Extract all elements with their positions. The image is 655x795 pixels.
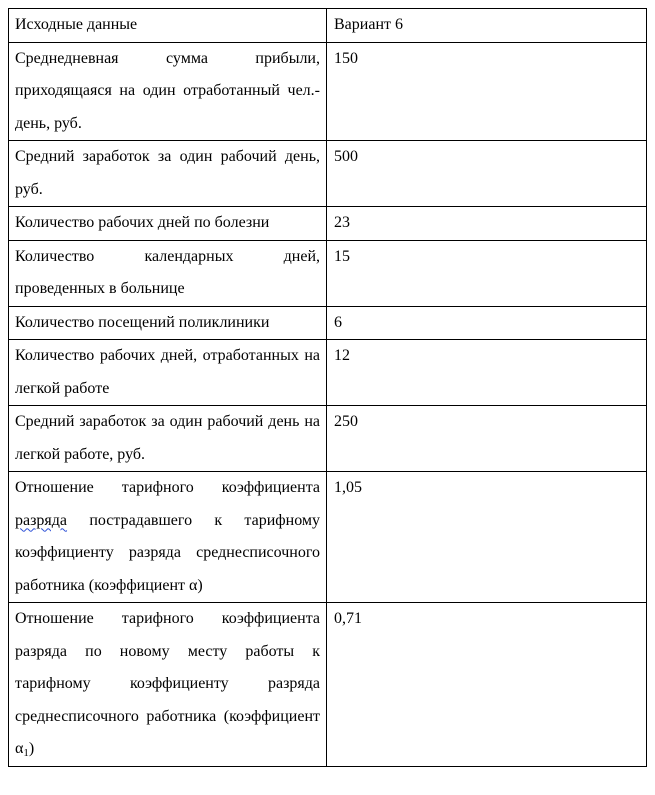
spellcheck-flagged-word: разряда	[15, 511, 68, 529]
value-cell: 23	[327, 207, 647, 241]
value-cell: 12	[327, 340, 647, 406]
param-cell: Количество календарных дней, проведенных в больнице	[9, 240, 327, 306]
value-cell: 6	[327, 306, 647, 340]
param-cell: Среднедневная сумма прибыли, приходящаяся на один отработанный чел.- день, руб.	[9, 42, 327, 141]
param-text-close: )	[28, 740, 35, 757]
param-text-main: Отношение тарифного коэффициента разряда по новому месту работы к тарифному коэффициенту разряда среднесписочного работника (коэффициент α	[15, 610, 320, 757]
table-row	[9, 306, 647, 340]
table-header-row	[9, 9, 647, 43]
table-row	[9, 603, 647, 767]
param-cell	[9, 472, 327, 603]
value-cell: 15	[327, 240, 647, 306]
param-cell: Количество рабочих дней, отработанных на легкой работе	[9, 340, 327, 406]
value-cell: 250	[327, 406, 647, 472]
param-cell: Количество посещений поликлиники	[9, 306, 327, 340]
header-param-cell: Исходные данные	[9, 9, 327, 43]
source-data-table	[8, 8, 647, 767]
param-text-suffix: пострадавшего к тарифному коэффициенту разряда среднесписочного работника (коэффициент α)	[15, 511, 321, 594]
value-cell: 150	[327, 42, 647, 141]
table-row	[9, 406, 647, 472]
param-cell: Средний заработок за один рабочий день, руб.	[9, 141, 327, 207]
table-row	[9, 240, 647, 306]
param-cell: Количество рабочих дней по болезни	[9, 207, 327, 241]
value-cell: 0,71	[327, 603, 647, 767]
param-cell	[9, 603, 327, 767]
table-row	[9, 340, 647, 406]
param-cell: Средний заработок за один рабочий день на легкой работе, руб.	[9, 406, 327, 472]
table-row	[9, 141, 647, 207]
table-row	[9, 207, 647, 241]
header-variant-cell: Вариант 6	[327, 9, 647, 43]
table-row	[9, 42, 647, 141]
param-text-prefix: Отношение тарифного коэффициента	[15, 479, 320, 496]
table-row	[9, 472, 647, 603]
alpha-subscript: 1	[23, 747, 29, 759]
value-cell: 500	[327, 141, 647, 207]
value-cell: 1,05	[327, 472, 647, 603]
